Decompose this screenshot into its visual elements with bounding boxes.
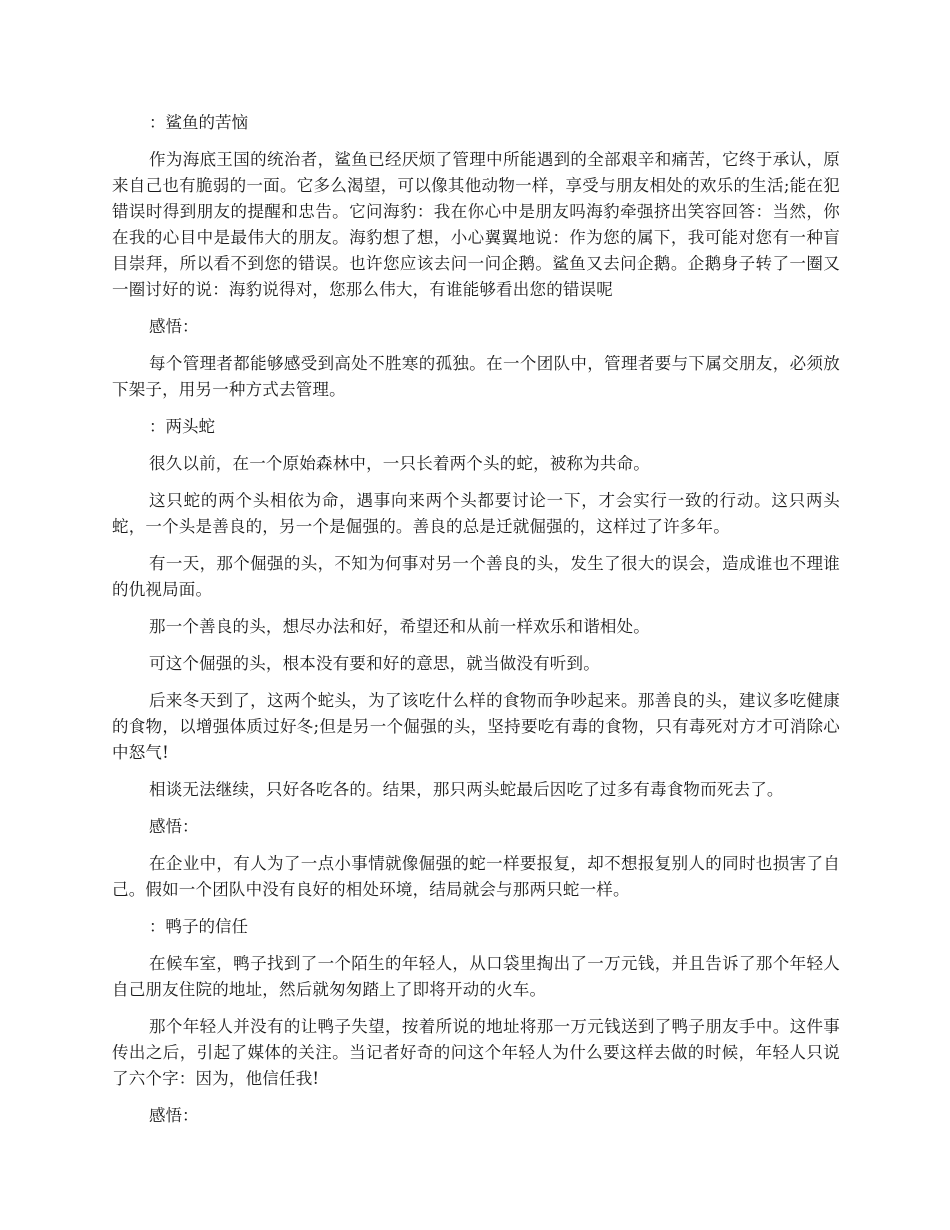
paragraph-snake-6: 后来冬天到了，这两个蛇头，为了该吃什么样的食物而争吵起来。那善良的头，建议多吃健康的食物，以增强体质过好冬;但是另一个倔强的头，坚持要吃有毒的食物，只有毒死对方才可消除心中怒气! bbox=[112, 691, 840, 762]
paragraph-snake-1: 很久以前，在一个原始森林中，一只长着两个头的蛇，被称为共命。 bbox=[149, 454, 650, 473]
paragraph-snake-3: 有一天，那个倔强的头，不知为何事对另一个善良的头，发生了很大的误会，造成谁也不理谁的仇视局面。 bbox=[112, 554, 840, 599]
paragraph-insight-2: 在企业中，有人为了一点小事情就像倔强的蛇一样要报复，却不想报复别人的同时也损害了自己。假如一个团队中没有良好的相处环境，结局就会与那两只蛇一样。 bbox=[112, 854, 840, 899]
document-page bbox=[112, 110, 840, 1140]
paragraph-snake-4: 那一个善良的头，想尽办法和好，希望还和从前一样欢乐和谐相处。 bbox=[149, 617, 650, 636]
insight-heading-3: 感悟： bbox=[149, 1106, 199, 1125]
paragraph-insight-1: 每个管理者都能够感受到高处不胜寒的孤独。在一个团队中，管理者要与下属交朋友，必须放下架子，用另一种方式去管理。 bbox=[112, 354, 840, 399]
insight-heading-2: 感悟： bbox=[149, 817, 199, 836]
paragraph-snake-2: 这只蛇的两个头相依为命，遇事向来两个头都要讨论一下，才会实行一致的行动。这只两头蛇，一个头是善良的，另一个是倔强的。善良的总是迁就倔强的，这样过了许多年。 bbox=[112, 491, 840, 536]
paragraph-snake-7: 相谈无法继续，只好各吃各的。结果，那只两头蛇最后因吃了过多有毒食物而死去了。 bbox=[149, 780, 784, 799]
paragraph-duck-2: 那个年轻人并没有的让鸭子失望，按着所说的地址将那一万元钱送到了鸭子朋友手中。这件事传出之后，引起了媒体的关注。当记者好奇的问这个年轻人为什么要这样去做的时候，年轻人只说了六个字：因为，他信任我! bbox=[112, 1017, 840, 1088]
section-heading-duck-trust: ：鸭子的信任 bbox=[149, 917, 248, 936]
paragraph-snake-5: 可这个倔强的头，根本没有要和好的意思，就当做没有听到。 bbox=[149, 654, 600, 673]
section-heading-two-headed-snake: ：两头蛇 bbox=[149, 417, 215, 436]
section-heading-shark: ：鲨鱼的苦恼 bbox=[149, 113, 248, 132]
paragraph-shark-story: 作为海底王国的统治者，鲨鱼已经厌烦了管理中所能遇到的全部艰辛和痛苦，它终于承认，原来自己也有脆弱的一面。它多么渴望，可以像其他动物一样，享受与朋友相处的欢乐的生活;能在犯错误时得到朋友的提醒和忠告。它问海豹：我在你心中是朋友吗海豹牵强挤出笑容回答：当然，你在我的心目中是最伟大的朋友。海豹想了想，小心翼翼地说：作为您的属下，我可能对您有一种盲目崇拜，所以看不到您的错误。也许您应该去问一问企鹅。鲨鱼又去问企鹅。企鹅身子转了一圈又一圈讨好的说：海豹说得对，您那么伟大，有谁能够看出您的错误呢 bbox=[112, 150, 840, 299]
paragraph-duck-1: 在候车室，鸭子找到了一个陌生的年轻人，从口袋里掏出了一万元钱，并且告诉了那个年轻人自己朋友住院的地址，然后就匆匆踏上了即将开动的火车。 bbox=[112, 954, 840, 999]
insight-heading-1: 感悟： bbox=[149, 317, 199, 336]
